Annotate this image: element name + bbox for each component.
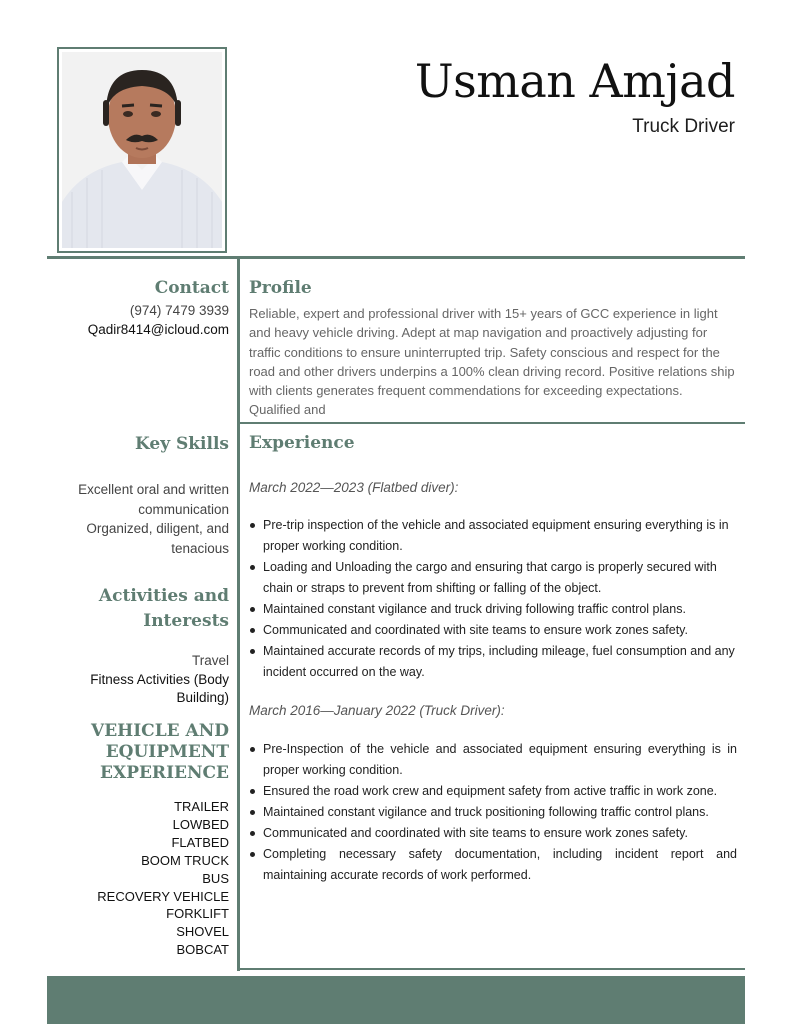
activities-heading-line: Activities and <box>98 586 229 606</box>
bullet-icon <box>250 649 255 654</box>
vehicle-heading-line: VEHICLE AND <box>91 721 229 741</box>
key-skill-line: tenacious <box>171 540 229 556</box>
key-skill-line: communication <box>138 501 229 517</box>
bullet-icon <box>250 810 255 815</box>
job-bullet-text: Pre-trip inspection of the vehicle and associated equipment ensuring everything is in proper working condition. <box>263 518 729 553</box>
vehicle-item: BOOM TRUCK <box>141 852 229 868</box>
profile-divider <box>240 422 745 424</box>
vehicle-item: TRAILER <box>174 799 229 814</box>
footer-band <box>47 976 745 1024</box>
vehicle-item: SHOVEL <box>176 924 229 940</box>
bullet-icon <box>250 565 255 570</box>
vehicle-item: LOWBED <box>172 816 229 832</box>
bottom-divider <box>240 968 745 970</box>
job-bullet <box>249 781 737 802</box>
activities-heading-line: Interests <box>143 611 229 631</box>
job-bullet-text: Ensured the road work crew and equipment safety from active traffic in work zone. <box>263 784 718 798</box>
job-period: March 2016—January 2022 (Truck Driver): <box>249 703 505 718</box>
job-bullet-text: Pre-Inspection of the vehicle and associated equipment ensuring everything is in proper working condition. <box>263 742 737 777</box>
activities-list <box>90 652 229 708</box>
key-skills-heading: Key Skills <box>134 434 229 454</box>
job-bullet <box>249 641 737 683</box>
contact-phone: (974) 7479 3939 <box>129 303 229 318</box>
job-bullet-list <box>249 515 737 683</box>
profile-summary: Reliable, expert and professional driver with 15+ years of GCC experience in light and heavy vehicle driving. Adept at map navigation and proactively adjusting for traffic conditions to ensure uninterrupted trip. Safety conscious and respect for the road and other drivers underpins a 100% clean driving record. Positive relations ship with clients generates frequent commendations for exceeding expectations. Qualified and <box>249 306 735 418</box>
bullet-icon <box>250 747 255 752</box>
person-portrait-icon <box>62 52 222 248</box>
profile-heading: Profile <box>249 278 312 298</box>
job-bullet-text: Maintained constant vigilance and truck driving following traffic control plans. <box>263 602 686 616</box>
job-bullet <box>249 599 737 620</box>
vehicle-heading <box>91 721 229 784</box>
vehicle-heading-line: EXPERIENCE <box>100 763 229 783</box>
bullet-icon <box>250 852 255 857</box>
profile-photo <box>62 52 222 248</box>
vehicle-item: FLATBED <box>171 834 229 850</box>
key-skills-list <box>78 480 229 558</box>
bullet-icon <box>250 831 255 836</box>
column-divider <box>237 259 240 971</box>
bullet-icon <box>250 789 255 794</box>
vehicle-item: RECOVERY VEHICLE <box>97 888 229 904</box>
contact-email[interactable]: Qadir8414@icloud.com <box>87 321 229 337</box>
candidate-name: Usman Amjad <box>414 54 735 108</box>
bullet-icon <box>250 607 255 612</box>
job-bullet-text: Completing necessary safety documentation, including incident report and maintaining accurate records of work performed. <box>263 847 737 882</box>
job-bullet <box>249 844 737 886</box>
job-bullet-text: Maintained constant vigilance and truck positioning following traffic control plans. <box>263 805 709 819</box>
vehicle-heading-line: EQUIPMENT <box>105 742 229 762</box>
vehicle-list <box>97 798 229 959</box>
contact-block <box>88 302 229 339</box>
activity-line: Building) <box>176 690 229 705</box>
activities-heading <box>99 584 229 634</box>
job-bullet <box>249 620 737 641</box>
job-bullet <box>249 823 737 844</box>
job-bullet-text: Communicated and coordinated with site teams to ensure work zones safety. <box>263 623 688 637</box>
vehicle-item: FORKLIFT <box>166 906 229 922</box>
job-bullet-text: Communicated and coordinated with site teams to ensure work zones safety. <box>263 826 688 840</box>
contact-heading: Contact <box>154 278 229 298</box>
job-bullet-text: Maintained accurate records of my trips, including mileage, fuel consumption and any incident occurred on the way. <box>263 644 735 679</box>
job-bullet <box>249 802 737 823</box>
vehicle-item: BUS <box>202 870 229 886</box>
profile-photo-frame <box>57 47 227 253</box>
vehicle-item: BOBCAT <box>176 942 229 958</box>
bullet-icon <box>250 523 255 528</box>
job-bullet-text: Loading and Unloading the cargo and ensuring that cargo is properly secured with chain or straps to prevent from shifting or falling of the object. <box>263 560 717 595</box>
experience-heading: Experience <box>249 433 355 453</box>
job-title: Truck Driver <box>632 116 735 137</box>
activity-line: Travel <box>191 653 229 668</box>
top-divider <box>47 256 745 259</box>
job-bullet <box>249 515 737 557</box>
key-skill-line: Organized, diligent, and <box>86 521 229 536</box>
bullet-icon <box>250 628 255 633</box>
job-bullet <box>249 557 737 599</box>
job-bullet <box>249 739 737 781</box>
activity-line: Fitness Activities (Body <box>90 671 229 687</box>
key-skill-line: Excellent oral and written <box>78 482 229 497</box>
job-bullet-list <box>249 739 737 886</box>
job-period: March 2022—2023 (Flatbed diver): <box>249 480 459 495</box>
